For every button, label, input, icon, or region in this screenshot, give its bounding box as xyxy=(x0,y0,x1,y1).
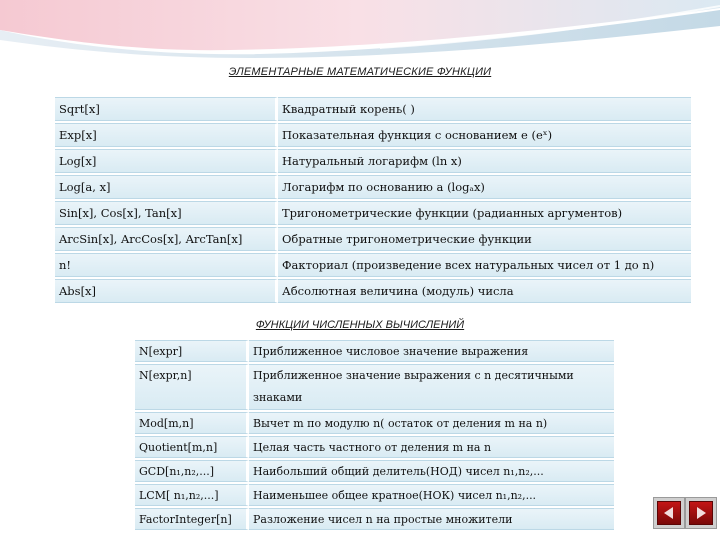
table-row xyxy=(135,436,614,458)
function-description: Абсолютная величина (модуль) числа xyxy=(278,279,691,303)
function-description: Наименьшее общее кратное(НОК) чисел n₁,n₂,... xyxy=(249,484,614,506)
function-name: N[expr] xyxy=(135,340,249,362)
function-name: Exp[x] xyxy=(55,123,278,147)
elementary-functions-table xyxy=(55,95,691,305)
function-name: Mod[m,n] xyxy=(135,412,249,434)
function-description: Логарифм по основанию a (logₐx) xyxy=(278,175,691,199)
function-name: ArcSin[x], ArcCos[x], ArcTan[x] xyxy=(55,227,278,251)
function-name: LCM[ n₁,n₂,...] xyxy=(135,484,249,506)
function-description: Факториал (произведение всех натуральных чисел от 1 до n) xyxy=(278,253,691,277)
table-row xyxy=(55,279,691,303)
function-name: FactorInteger[n] xyxy=(135,508,249,530)
table-row xyxy=(55,227,691,251)
function-name: N[expr,n] xyxy=(135,364,249,410)
table-row xyxy=(135,364,614,410)
function-name: Log[a, x] xyxy=(55,175,278,199)
prev-slide-button[interactable] xyxy=(653,497,685,529)
function-description: Вычет m по модулю n( остаток от деления m на n) xyxy=(249,412,614,434)
table-row xyxy=(55,123,691,147)
function-description: Тригонометрические функции (радианных аргументов) xyxy=(278,201,691,225)
table-row xyxy=(135,460,614,482)
function-name: Sqrt[x] xyxy=(55,97,278,121)
table-row xyxy=(55,149,691,173)
table-row xyxy=(55,253,691,277)
table-row xyxy=(135,340,614,362)
function-description: Квадратный корень( ) xyxy=(278,97,691,121)
table-row xyxy=(135,484,614,506)
section-title-elementary: ЭЛЕМЕНТАРНЫЕ МАТЕМАТИЧЕСКИЕ ФУНКЦИИ xyxy=(228,66,492,78)
header-decoration xyxy=(0,0,720,60)
next-slide-button[interactable] xyxy=(685,497,717,529)
function-name: Sin[x], Cos[x], Tan[x] xyxy=(55,201,278,225)
table-row xyxy=(55,97,691,121)
table-row xyxy=(55,201,691,225)
numeric-functions-table xyxy=(135,338,614,532)
description-line-2: знаками xyxy=(253,391,303,404)
function-name: n! xyxy=(55,253,278,277)
description-line-1: Приближенное значение выражения с n десятичными xyxy=(253,369,574,382)
function-description xyxy=(249,364,614,410)
table-row xyxy=(135,508,614,530)
function-name: Abs[x] xyxy=(55,279,278,303)
function-description: Разложение чисел n на простые множители xyxy=(249,508,614,530)
function-description: Показательная функция с основанием e (eˣ) xyxy=(278,123,691,147)
function-description: Наибольший общий делитель(НОД) чисел n₁,n₂,... xyxy=(249,460,614,482)
function-name: Quotient[m,n] xyxy=(135,436,249,458)
table-row xyxy=(135,412,614,434)
arrow-right-icon xyxy=(689,501,713,525)
function-description: Натуральный логарифм (ln x) xyxy=(278,149,691,173)
function-name: Log[x] xyxy=(55,149,278,173)
function-description: Целая часть частного от деления m на n xyxy=(249,436,614,458)
arrow-left-icon xyxy=(657,501,681,525)
function-description: Приближенное числовое значение выражения xyxy=(249,340,614,362)
table-row xyxy=(55,175,691,199)
function-name: GCD[n₁,n₂,...] xyxy=(135,460,249,482)
function-description: Обратные тригонометрические функции xyxy=(278,227,691,251)
section-title-numeric: ФУНКЦИИ ЧИСЛЕННЫХ ВЫЧИСЛЕНИЙ xyxy=(255,319,465,331)
